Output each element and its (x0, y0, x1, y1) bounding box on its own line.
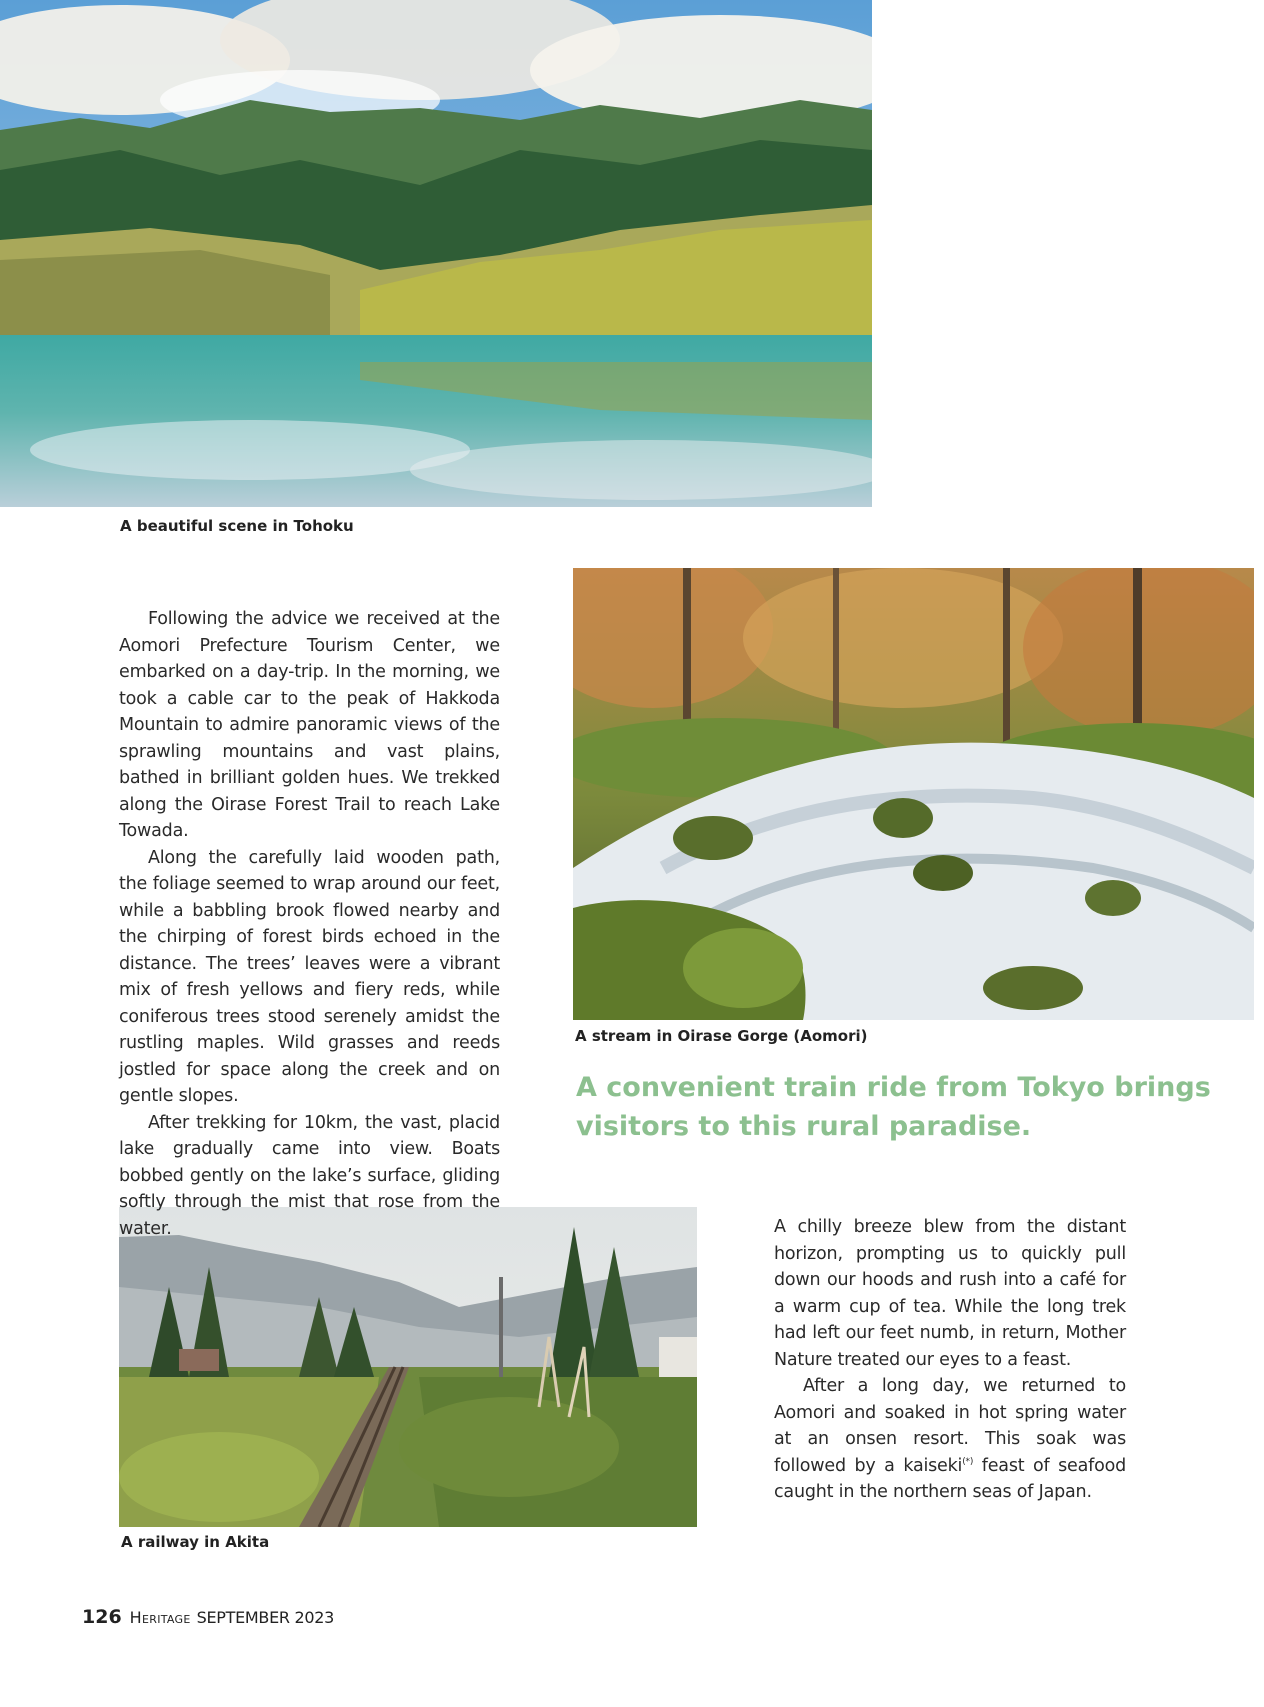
paragraph (774, 1373, 1126, 1506)
article-column-left (119, 606, 500, 1242)
issue-date: SEPTEMBER 2023 (196, 1608, 335, 1627)
paragraph: Following the advice we received at the Aomori Prefecture Tourism Center, we embarked on a day-trip. In the morning, we took a cable car to the peak of Hakkoda Mountain to admire panoramic views of the sprawling mountains and vast plains, bathed in brilliant golden hues. We trekked along the Oirase Forest Trail to reach Lake Towada. (119, 609, 500, 841)
magazine-name: Heritage (129, 1608, 191, 1627)
footnote-marker: (*) (962, 1456, 974, 1467)
photo-caption-oirase: A stream in Oirase Gorge (Aomori) (575, 1027, 868, 1045)
paragraph-text: feast of seafood caught in the northern seas of Japan. (774, 1455, 1126, 1502)
page-number: 126 (82, 1606, 122, 1628)
photo-caption-tohoku: A beautiful scene in Tohoku (120, 517, 354, 535)
oirase-stream-photo (573, 568, 1254, 1020)
photo-caption-akita: A railway in Akita (121, 1533, 270, 1551)
pull-quote: A convenient train ride from Tokyo brings visitors to this rural paradise. (576, 1072, 1211, 1142)
paragraph: A chilly breeze blew from the distant horizon, prompting us to quickly pull down our hoods and rush into a café for a warm cup of tea. While the long trek had left our feet numb, in return, Mother Nature treated our eyes to a feast. (774, 1217, 1126, 1370)
paragraph: Along the carefully laid wooden path, the foliage seemed to wrap around our feet, while a babbling brook flowed nearby and the chirping of forest birds echoed in the distance. The trees’ leaves were a vibrant mix of fresh yellows and fiery reds, while coniferous trees stood serenely amidst the rustling maples. Wild grasses and reeds jostled for space along the creek and on gentle slopes. (119, 847, 500, 1106)
article-column-right (774, 1214, 1126, 1506)
paragraph-text: After a long day, we returned to Aomori and soaked in hot spring water at an onsen resort. This soak was followed by a kaiseki (774, 1376, 1126, 1476)
tohoku-lake-photo (0, 0, 872, 507)
paragraph: After trekking for 10km, the vast, placid lake gradually came into view. Boats bobbed gently on the lake’s surface, gliding softly through the mist that rose from the water. (119, 1112, 500, 1239)
akita-railway-photo (119, 1207, 697, 1527)
page-footer (82, 1606, 334, 1628)
